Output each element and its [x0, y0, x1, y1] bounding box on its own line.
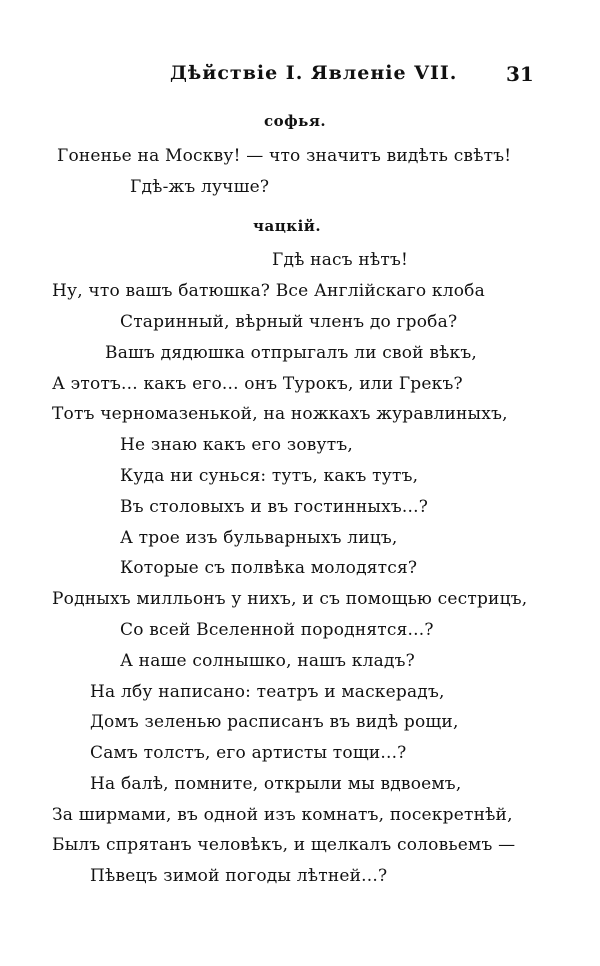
verse-line: Въ столовыхъ и въ гостинныхъ...?	[120, 497, 429, 517]
speaker-chatsky: чацкій.	[253, 217, 322, 235]
verse-line: На лбу написано: театръ и маскерадъ,	[90, 682, 445, 702]
verse-line: Пѣвецъ зимой погоды лѣтней...?	[90, 866, 388, 886]
verse-line: Тотъ черномазенькой, на ножкахъ журавлиныхъ,	[52, 404, 508, 424]
verse-line: Гдѣ насъ нѣтъ!	[272, 250, 409, 270]
verse-line: За ширмами, въ одной изъ комнатъ, посекретнѣй,	[52, 805, 513, 825]
verse-line: Куда ни сунься: тутъ, какъ тутъ,	[120, 466, 419, 486]
verse-line: Со всей Вселенной породнятся...?	[120, 620, 434, 640]
verse-line: Самъ толстъ, его артисты тощи...?	[90, 743, 407, 763]
speaker-sofia: софья.	[264, 112, 327, 130]
verse-line: Ну, что вашъ батюшка? Все Англійскаго клоба	[52, 281, 485, 301]
verse-line: А трое изъ бульварныхъ лицъ,	[120, 528, 398, 548]
verse-line: Домъ зеленью расписанъ въ видѣ рощи,	[90, 712, 459, 732]
verse-line: На балѣ, помните, открыли мы вдвоемъ,	[90, 774, 462, 794]
running-title: Дѣйствіе I. Явленіе VII.	[170, 62, 458, 84]
verse-line: Не знаю какъ его зовутъ,	[120, 435, 353, 455]
verse-line: Гдѣ-жъ лучше?	[130, 177, 270, 197]
verse-line: Родныхъ милльонъ у нихъ, и съ помощью сестрицъ,	[52, 589, 528, 609]
verse-line: Которые съ полвѣка молодятся?	[120, 558, 418, 578]
verse-line: Былъ спрятанъ человѣкъ, и щелкалъ соловьемъ —	[52, 835, 516, 855]
page-number: 31	[506, 62, 534, 86]
running-head	[0, 62, 600, 92]
verse-line: Старинный, вѣрный членъ до гроба?	[120, 312, 458, 332]
verse-line: А этотъ... какъ его... онъ Турокъ, или Грекъ?	[52, 374, 463, 394]
verse-line: Гоненье на Москву! — что значитъ видѣть свѣтъ!	[57, 146, 512, 166]
verse-line: Вашъ дядюшка отпрыгалъ ли свой вѣкъ,	[105, 343, 477, 363]
verse-line: А наше солнышко, нашъ кладъ?	[120, 651, 415, 671]
